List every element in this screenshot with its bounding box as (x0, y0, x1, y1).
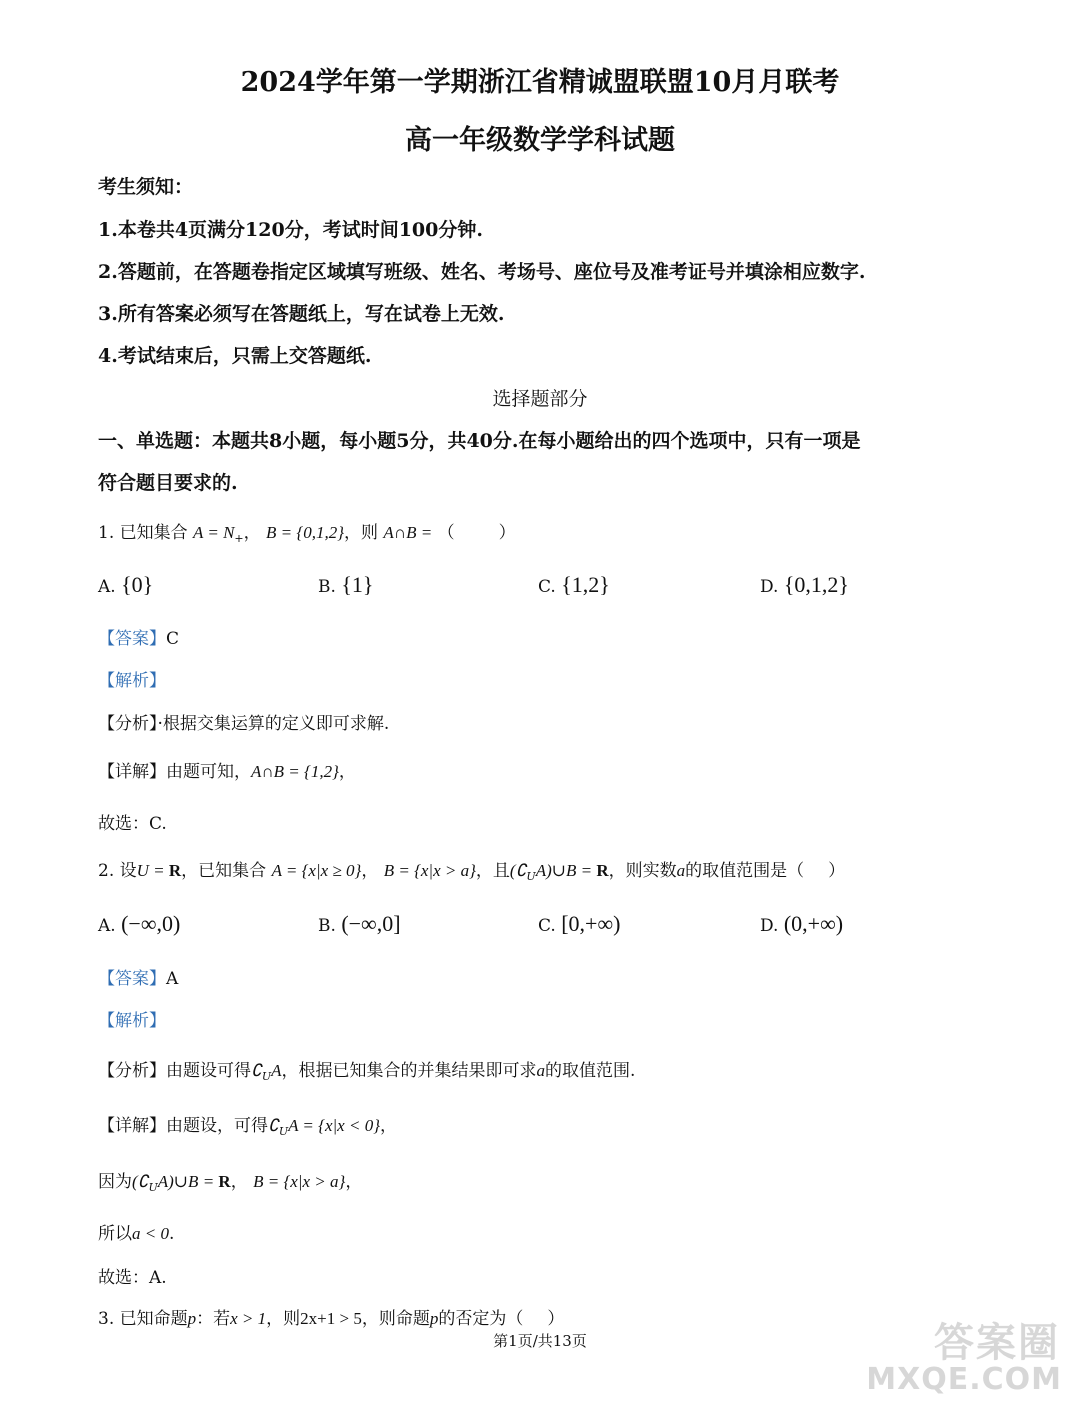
fenxi-sub: U (261, 1070, 272, 1083)
fenxi-text: ·根据交集运算的定义即可求解. (157, 714, 390, 734)
q1-fenxi (98, 709, 389, 734)
q2-conclusion: 故选：A. (98, 1268, 167, 1288)
q2-mid1: ，已知集合 (181, 861, 267, 881)
answer-value: C (166, 629, 180, 649)
q2-tail: 的取值范围是 (685, 861, 788, 881)
q1-answer (98, 624, 179, 649)
q3-end: 的否定为 (438, 1309, 507, 1329)
q1-set-a-sub: + (234, 532, 244, 545)
notice-item-4: 4.考试结束后，只需上交答题纸. (98, 345, 372, 367)
q3-p2: p (429, 1309, 439, 1328)
q2-fenxi (98, 1056, 635, 1083)
fenxi-comp: ∁ (251, 1061, 262, 1080)
q2-end: ，则实数 (608, 861, 677, 881)
so-label: 所以 (98, 1224, 132, 1244)
option-letter: C. (538, 916, 556, 936)
option-letter: C. (538, 577, 556, 597)
notice-heading: 考生须知： (98, 176, 194, 198)
fenxi-tail: 的取值范围. (545, 1061, 636, 1081)
q2-r2: R (596, 861, 609, 880)
q3-mid: ：若 (196, 1309, 231, 1329)
q2-option-c (538, 911, 620, 937)
analysis-label: 【解析】 (98, 1011, 166, 1031)
because-post: A)∪B = (157, 1172, 219, 1191)
q1-conclusion: 故选：C. (98, 814, 167, 834)
q2-u: U = (136, 861, 169, 880)
q1-prefix: 1. 已知集合 (98, 523, 188, 543)
q1-set-b: B = {0,1,2} (266, 523, 344, 542)
q3-prefix: 3. 已知命题 (98, 1309, 188, 1329)
q1-analysis-label (98, 666, 166, 691)
q1-option-a (98, 572, 153, 598)
answer-label: 【答案】 (98, 969, 166, 989)
q1-option-c (538, 572, 610, 598)
section-instruction-line1: 一、单选题：本题共8小题，每小题5分，共40分.在每小题给出的四个选项中，只有一项是 (98, 430, 861, 452)
xiangjie-label: 【详解】 (98, 1116, 166, 1136)
option-value: {0} (121, 572, 154, 597)
q2-var-a: a (676, 861, 686, 880)
q2-answer (98, 964, 178, 989)
q1-set-a: A = N (193, 523, 235, 542)
paren-close: ） (547, 1309, 565, 1329)
option-letter: D. (760, 916, 779, 936)
xiangjie-text: 由题可知， (166, 762, 251, 782)
option-value: {0,1,2} (783, 572, 849, 597)
option-letter: A. (98, 577, 116, 597)
option-value: {1,2} (561, 572, 610, 597)
fenxi-text: 由题设可得 (166, 1061, 251, 1081)
option-letter: B. (318, 577, 336, 597)
paren-open: （ (787, 861, 805, 881)
option-letter: D. (760, 577, 779, 597)
fenxi-suffix: ，根据已知集合的并集结果即可求 (281, 1061, 537, 1081)
notice-item-2: 2.答题前，在答题卷指定区域填写班级、姓名、考场号、座位号及准考证号并填涂相应数字. (98, 261, 866, 283)
q2-set-a: A = {x|x ≥ 0} (271, 861, 362, 880)
q2-because: 因为$(∁_UA)\cup B = R$， B = {x|x > a}， (98, 1172, 363, 1194)
answer-value: A (166, 969, 179, 989)
q3-then: ，则 (266, 1309, 301, 1329)
section-title: 选择题部分 (492, 388, 588, 410)
option-value: [0,+∞) (561, 911, 621, 936)
answer-label: 【答案】 (98, 629, 166, 649)
xiangjie-comp: ∁ (268, 1116, 279, 1135)
q1-option-b (318, 572, 373, 598)
notice-item-1: 1.本卷共4页满分120分，考试时间100分钟. (98, 219, 483, 241)
xiangjie-expr: A∩B = {1,2} (251, 762, 339, 781)
paren-open: （ (437, 523, 455, 543)
option-value: {1} (341, 572, 374, 597)
paren-close: ） (828, 861, 846, 881)
question-3-stem (98, 1304, 564, 1329)
q3-p: p (187, 1309, 197, 1328)
fenxi-a: A (271, 1061, 282, 1080)
q1-then: ，则 (344, 523, 378, 543)
option-letter: B. (318, 916, 336, 936)
q2-cond-post: A)∪B = (535, 861, 597, 880)
analysis-label: 【解析】 (98, 671, 166, 691)
option-letter: A. (98, 916, 116, 936)
q2-option-a (98, 911, 180, 937)
because-label: 因为 (98, 1172, 132, 1192)
q3-concl: 2x+1 > 5 (300, 1309, 362, 1328)
xiangjie-sub: U (278, 1125, 289, 1138)
q2-option-b (318, 911, 401, 937)
q2-prefix: 2. 设 (98, 861, 137, 881)
xiangjie-expr: A = {x|x < 0} (288, 1116, 380, 1135)
because-pre: (∁ (132, 1172, 149, 1191)
q2-cond-pre: (∁ (509, 861, 527, 880)
q2-so: 所以a < 0. (98, 1224, 175, 1244)
q2-r: R (168, 861, 182, 880)
question-2-stem: 2. 设U = R，已知集合 A = {x|x ≥ 0}， B = {x|x > a}，且$(∁_UA)\cup B = R$，则实数a的取值范围是（ ） (98, 861, 846, 883)
watermark-top: 答案圈 (934, 1320, 1060, 1366)
q2-analysis-label (98, 1006, 166, 1031)
exam-subtitle: 高一年级数学学科试题 (405, 125, 675, 156)
site-watermark-logo (866, 1311, 1062, 1397)
q2-cond-sub: U (526, 870, 536, 883)
q3-cond: x > 1 (230, 1309, 267, 1328)
option-value: (0,+∞) (783, 911, 844, 936)
fenxi-label: 【分析】 (98, 1061, 166, 1081)
q1-expr: A∩B = (383, 523, 433, 542)
q2-xiangjie: 【详解】由题设，可得$∁_UA = \{x|x < 0\}$， (98, 1116, 397, 1138)
because-r: R (218, 1172, 231, 1191)
watermark-bottom: MXQE.COM (866, 1362, 1062, 1397)
paren-close: ） (498, 523, 516, 543)
q2-set-b: B = {x|x > a} (383, 861, 476, 880)
fenxi-label: 【分析】 (98, 714, 158, 734)
q3-tail: ，则命题 (361, 1309, 430, 1329)
xiangjie-text: 由题设，可得 (166, 1116, 268, 1136)
q1-option-d (760, 572, 849, 598)
option-value: (−∞,0) (121, 911, 181, 936)
notice-item-3: 3.所有答案必须写在答题纸上，写在试卷上无效. (98, 303, 505, 325)
q2-option-d (760, 911, 843, 937)
q2-mid2: ，且 (475, 861, 510, 881)
page-footer: 第1页/共13页 (493, 1332, 587, 1350)
q1-xiangjie: 【详解】由题可知，A∩B = {1,2}， (98, 762, 356, 782)
section-instruction-line2: 符合题目要求的. (98, 472, 238, 494)
because-set-b: B = {x|x > a} (253, 1172, 346, 1191)
because-sub: U (148, 1181, 158, 1194)
option-value: (−∞,0] (341, 911, 401, 936)
fenxi-var-a: a (536, 1061, 545, 1080)
xiangjie-label: 【详解】 (98, 762, 166, 782)
exam-title: 2024学年第一学期浙江省精诚盟联盟10月月联考 (240, 67, 840, 98)
so-expr: a < 0 (132, 1224, 169, 1243)
question-1-stem: 1. 已知集合 $A = N_+$， B = {0,1,2}，则 A∩B = （ ） (98, 523, 516, 545)
paren-open: （ (506, 1309, 524, 1329)
